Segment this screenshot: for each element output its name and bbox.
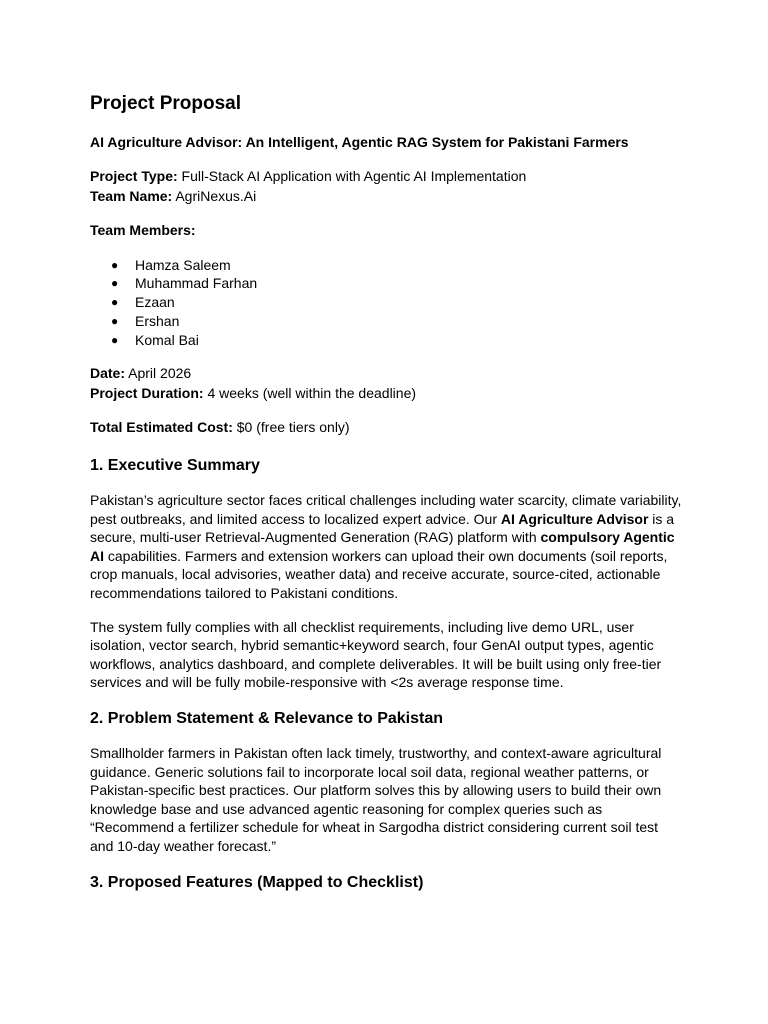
section-heading-proposed-features: 3. Proposed Features (Mapped to Checklist) <box>90 874 424 892</box>
team-name-value: AgriNexus.Ai <box>172 187 257 204</box>
product-name-bold: AI Agriculture Advisor <box>500 510 649 527</box>
team-name-label: Team Name: <box>90 187 173 204</box>
date-label: Date: <box>90 365 126 382</box>
duration-label: Project Duration: <box>90 384 204 401</box>
date-duration-block <box>90 364 682 403</box>
list-item <box>90 274 682 293</box>
executive-summary-paragraph-1 <box>90 491 682 603</box>
executive-summary-paragraph-2: The system fully complies with all checklist requirements, including live demo URL, user isolation, vector search, hybrid semantic+keyword search, four GenAI output types, agentic workflows, analytics dashboard, and complete deliverables. It will be built using only free-tier services and will be fully mobile-responsive with <2s average response time. <box>90 618 662 691</box>
agentic-ai-bold: compulsory Agentic AI <box>90 529 675 564</box>
team-member-name: Ezaan <box>135 294 175 311</box>
section-heading-problem-statement: 2. Problem Statement & Relevance to Pakistan <box>90 709 444 727</box>
problem-statement-paragraph: Smallholder farmers in Pakistan often lack timely, trustworthy, and context-aware agricultural guidance. Generic solutions fail to incorporate local soil data, regional weather patterns, or Pakistan-specific best practices. Our platform solves this by allowing users to build their own knowledge base and use advanced agentic reasoning for complex queries such as “Recommend a fertilizer schedule for wheat in Sargodha district considering current soil test and 10-day weather forecast.” <box>90 744 662 854</box>
bullet-icon: ● <box>111 313 119 328</box>
list-item <box>90 331 682 350</box>
document-page <box>90 90 682 894</box>
duration-value: 4 weeks (well within the deadline) <box>203 384 417 401</box>
duration-line <box>90 384 682 404</box>
team-member-name: Hamza Saleem <box>135 256 231 273</box>
list-item <box>90 256 682 275</box>
date-value: April 2026 <box>125 365 192 382</box>
bullet-icon: ● <box>111 276 119 291</box>
text-run: capabilities. Farmers and extension workers can upload their own documents (soil reports, crop manuals, local advisories, weather data) and receive accurate, source-cited, actionable recommendations tailored to Pakistani conditions. <box>90 547 668 601</box>
cost-label: Total Estimated Cost: <box>90 419 233 436</box>
section-heading-executive-summary: 1. Executive Summary <box>90 456 260 474</box>
bullet-icon: ● <box>111 295 119 310</box>
bullet-icon: ● <box>111 257 119 272</box>
text-run: Pakistan’s agriculture sector faces critical challenges including water scarcity, climate variability, pest outbreaks, and limited access to localized expert advice. Our <box>90 491 682 527</box>
date-line <box>90 364 682 384</box>
team-members-list <box>90 256 682 350</box>
project-type-label: Project Type: <box>90 168 178 184</box>
team-name-line <box>90 187 682 207</box>
project-subtitle: AI Agriculture Advisor: An Intelligent, Agentic RAG System for Pakistani Farmers <box>90 134 629 150</box>
cost-value: $0 (free tiers only) <box>232 419 350 436</box>
list-item <box>90 293 682 312</box>
team-member-name: Muhammad Farhan <box>135 275 258 292</box>
project-type-line <box>90 167 682 187</box>
list-item <box>90 312 682 331</box>
bullet-icon: ● <box>111 332 119 347</box>
text-run: is a secure, multi-user Retrieval-Augmented Generation (RAG) platform with <box>90 510 675 546</box>
cost-line <box>90 418 682 438</box>
project-type-value: Full-Stack AI Application with Agentic AI Implementation <box>177 168 527 184</box>
team-member-name: Ershan <box>135 312 180 329</box>
page-title: Project Proposal <box>90 93 241 114</box>
project-meta-block <box>90 167 682 206</box>
team-members-label: Team Members: <box>90 222 196 238</box>
team-member-name: Komal Bai <box>135 331 199 348</box>
